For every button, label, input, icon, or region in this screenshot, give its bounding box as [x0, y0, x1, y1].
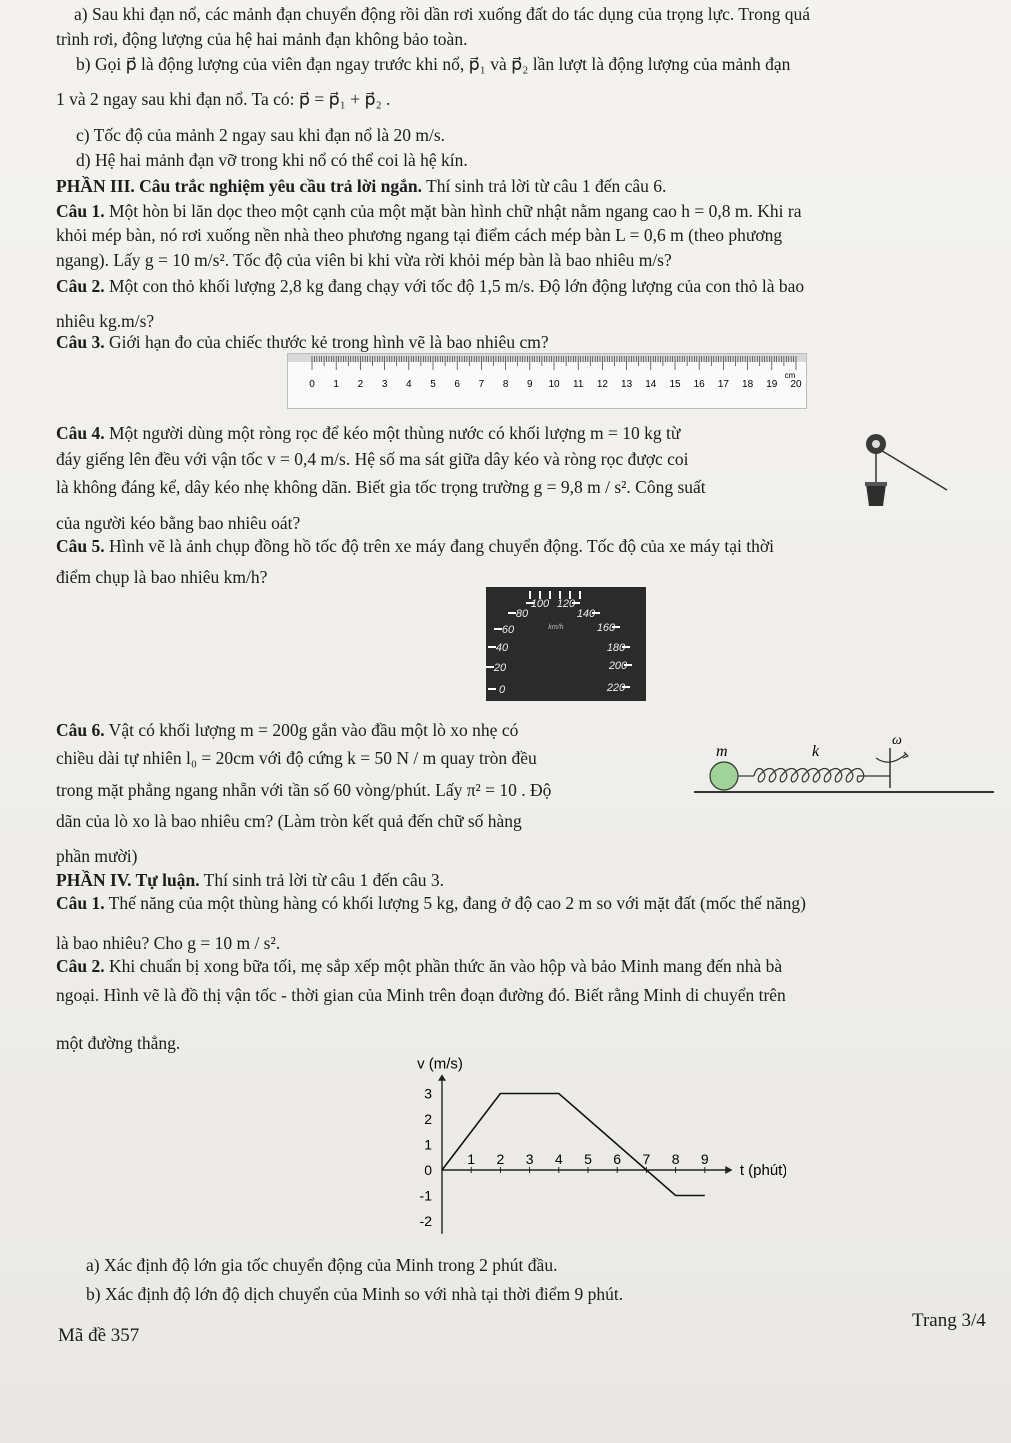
x-tick-label: 5 — [584, 1151, 592, 1167]
x-tick-label: 9 — [700, 1151, 709, 1167]
speedo-tick-label: 180 — [606, 642, 626, 654]
p4-q2-line3: một đường thẳng. — [56, 1033, 181, 1053]
p3-q6-line1: Câu 6. Vật có khối lượng m = 200g gắn vào đầu một lò xo nhẹ có — [56, 720, 519, 740]
ruler-tick-label: 2 — [357, 379, 364, 390]
x-tick-label: 8 — [671, 1151, 680, 1167]
speedo-tick-label: 20 — [493, 662, 507, 674]
x-axis-label: t (phút) — [739, 1162, 786, 1179]
ruler-tick-label: 8 — [502, 379, 509, 390]
ruler-tick-label: 12 — [596, 379, 608, 390]
p4-q2a: a) Xác định độ lớn gia tốc chuyển động của Minh trong 2 phút đầu. — [86, 1255, 558, 1275]
speedo-tick-label: 80 — [515, 608, 529, 620]
spring-k-label: k — [812, 743, 820, 760]
ruler-tick-label: 16 — [693, 379, 705, 390]
x-tick-label: 2 — [496, 1151, 505, 1167]
p3-q1-line1: Câu 1. Một hòn bi lăn dọc theo một cạnh của một mặt bàn hình chữ nhật nằm ngang cao h = 0,8 m. Khi ra — [56, 201, 802, 221]
speedo-tick-label: 40 — [495, 642, 509, 654]
speedo-unit-label: km/h — [548, 624, 564, 631]
spring-mass-label: m — [716, 743, 728, 760]
speedo-tick-label: 200 — [608, 660, 628, 672]
statement-a-line2: trình rơi, động lượng của hệ hai mảnh đạn không bảo toàn. — [56, 29, 468, 49]
omega-label: ω — [892, 733, 902, 748]
x-tick-label: 6 — [613, 1151, 622, 1167]
p3-q4-line4: của người kéo bằng bao nhiêu oát? — [56, 513, 301, 533]
p4-q1-line1: Câu 1. Thế năng của một thùng hàng có khối lượng 5 kg, đang ở độ cao 2 m so với mặt đất (mốc thế năng) — [56, 893, 806, 913]
ruler-tick-label: 17 — [717, 379, 729, 390]
x-tick-label: 7 — [642, 1151, 651, 1167]
ruler-tick-label: 4 — [406, 379, 412, 390]
p3-q2-line2: nhiêu kg.m/s? — [56, 311, 155, 331]
p3-q4-line1: Câu 4. Một người dùng một ròng rọc để kéo một thùng nước có khối lượng m = 10 kg từ — [56, 423, 681, 443]
x-tick-label: 1 — [467, 1151, 476, 1167]
p3-q1-line2: khỏi mép bàn, nó rơi xuống nền nhà theo phương ngang tại điểm cách mép bàn L = 0,6 m (theo phương — [56, 225, 783, 245]
p3-q5-line2: điểm chụp là bao nhiêu km/h? — [56, 567, 268, 587]
y-tick-label: 2 — [424, 1111, 432, 1127]
p4-q2b: b) Xác định độ lớn độ dịch chuyển của Minh so với nhà tại thời điểm 9 phút. — [86, 1284, 624, 1304]
ruler-tick-label: 13 — [621, 379, 633, 390]
ruler-tick-label: 7 — [478, 379, 485, 390]
speedo-tick-label: 160 — [596, 622, 616, 634]
x-tick-label: 3 — [525, 1151, 534, 1167]
y-axis-label: v (m/s) — [417, 1055, 463, 1073]
y-tick-label: -2 — [419, 1213, 432, 1229]
ruler-tick-label: 1 — [333, 379, 339, 390]
speedo-tick-label: 0 — [498, 684, 506, 696]
statement-b-line1: b) Gọi p⃗ là động lượng của viên đạn ngay trước khi nổ, p⃗₁ và p⃗₂ lần lượt là động lượng của mảnh đạn — [76, 54, 791, 74]
ruler-tick-label: 10 — [548, 379, 560, 390]
p3-q4-line3: là không đáng kể, dây kéo nhẹ không dãn. Biết gia tốc trọng trường g = 9,8 m / s². Công suất — [56, 477, 706, 497]
speedometer-photo — [486, 587, 646, 701]
statement-a-line1: a) Sau khi đạn nổ, các mảnh đạn chuyển động rồi dần rơi xuống đất do tác dụng của trọng lực. Trong quá — [74, 4, 811, 24]
mass-ball-icon — [710, 762, 738, 790]
y-tick-label: 1 — [424, 1136, 432, 1153]
ruler-tick-label: 11 — [573, 379, 584, 390]
ruler-tick-label: 20 — [790, 379, 802, 390]
p3-q6-line3: trong mặt phẳng ngang nhẵn với tần số 60 vòng/phút. Lấy π² = 10 . Độ — [56, 780, 552, 800]
ruler-tick-label: 14 — [645, 379, 657, 390]
p3-q4-line2: đáy giếng lên đều với vận tốc v = 0,4 m/s. Hệ số ma sát giữa dây kéo và ròng rọc được coi — [56, 449, 689, 469]
exam-code: Mã đề 357 — [58, 1325, 140, 1346]
y-tick-label: 0 — [424, 1162, 432, 1178]
y-tick-label: -1 — [419, 1187, 432, 1204]
vt-chart-svg — [356, 1050, 786, 1240]
speedo-tick-label: 140 — [576, 608, 596, 620]
p4-q2-line2: ngoại. Hình vẽ là đồ thị vận tốc - thời gian của Minh trên đoạn đường đó. Biết rằng Minh di chuyển trên — [56, 985, 786, 1005]
spring-figure — [694, 726, 994, 798]
ruler-tick-label: 3 — [381, 379, 388, 390]
velocity-time-chart — [356, 1050, 786, 1240]
ruler-figure — [287, 353, 807, 409]
statement-c: c) Tốc độ của mảnh 2 ngay sau khi đạn nổ là 20 m/s. — [76, 125, 446, 145]
speedometer-graphic — [486, 587, 646, 701]
part3-heading: PHẦN III. Câu trắc nghiệm yêu cầu trả lời ngắn. Thí sinh trả lời từ câu 1 đến câu 6. — [56, 176, 667, 196]
spring-coil-icon — [754, 769, 864, 783]
ruler-tick-label: 9 — [527, 379, 533, 390]
p3-q6-line5: phần mười) — [56, 846, 138, 866]
p3-q5-line1: Câu 5. Hình vẽ là ảnh chụp đồng hồ tốc độ trên xe máy đang chuyển động. Tốc độ của xe máy tại thời — [56, 536, 775, 556]
p3-q6-line2: chiều dài tự nhiên l₀ = 20cm với độ cứng k = 50 N / m quay tròn đều — [56, 748, 537, 768]
ruler-graphic — [288, 354, 806, 408]
p3-q1-line3: ngang). Lấy g = 10 m/s². Tốc độ của viên bi khi vừa rời khỏi mép bàn là bao nhiêu m/s? — [56, 250, 672, 270]
ruler-tick-label: 19 — [766, 379, 778, 390]
velocity-series-line — [442, 1094, 705, 1196]
p3-q2-line1: Câu 2. Một con thỏ khối lượng 2,8 kg đang chạy với tốc độ 1,5 m/s. Độ lớn động lượng của con thỏ là bao — [56, 276, 805, 296]
speedo-tick-label: 120 — [556, 598, 576, 610]
speedo-tick-label: 220 — [606, 682, 626, 694]
p4-q2-line1: Câu 2. Khi chuẩn bị xong bữa tối, mẹ sắp xếp một phần thức ăn vào hộp và bảo Minh mang đến nhà bà — [56, 956, 783, 976]
ruler-tick-label: 15 — [669, 379, 681, 390]
ruler-tick-label: 0 — [309, 379, 315, 390]
page-number: Trang 3/4 — [912, 1310, 986, 1331]
y-tick-label: 3 — [424, 1085, 432, 1102]
speedo-tick-label: 100 — [530, 598, 550, 610]
p3-q3-line1: Câu 3. Giới hạn đo của chiếc thước kẻ trong hình vẽ là bao nhiêu cm? — [56, 332, 549, 352]
ruler-unit-label: cm — [784, 371, 796, 380]
ruler-tick-label: 6 — [454, 379, 460, 390]
speedo-tick-label: 60 — [501, 624, 515, 636]
ruler-tick-label: 5 — [430, 379, 436, 390]
part4-heading: PHẦN IV. Tự luận. Thí sinh trả lời từ câu 1 đến câu 3. — [56, 870, 444, 890]
statement-b-line2: 1 và 2 ngay sau khi đạn nổ. Ta có: p⃗ = p⃗₁ + p⃗₂ . — [56, 89, 391, 109]
statement-d: d) Hệ hai mảnh đạn vỡ trong khi nổ có thể coi là hệ kín. — [76, 150, 468, 170]
pulley-icon — [862, 432, 952, 512]
p3-q6-line4: dãn của lò xo là bao nhiêu cm? (Làm tròn kết quả đến chữ số hàng — [56, 811, 522, 831]
p4-q1-line2: là bao nhiêu? Cho g = 10 m / s². — [56, 933, 281, 953]
x-tick-label: 4 — [554, 1151, 563, 1167]
ruler-tick-label: 18 — [742, 379, 754, 390]
